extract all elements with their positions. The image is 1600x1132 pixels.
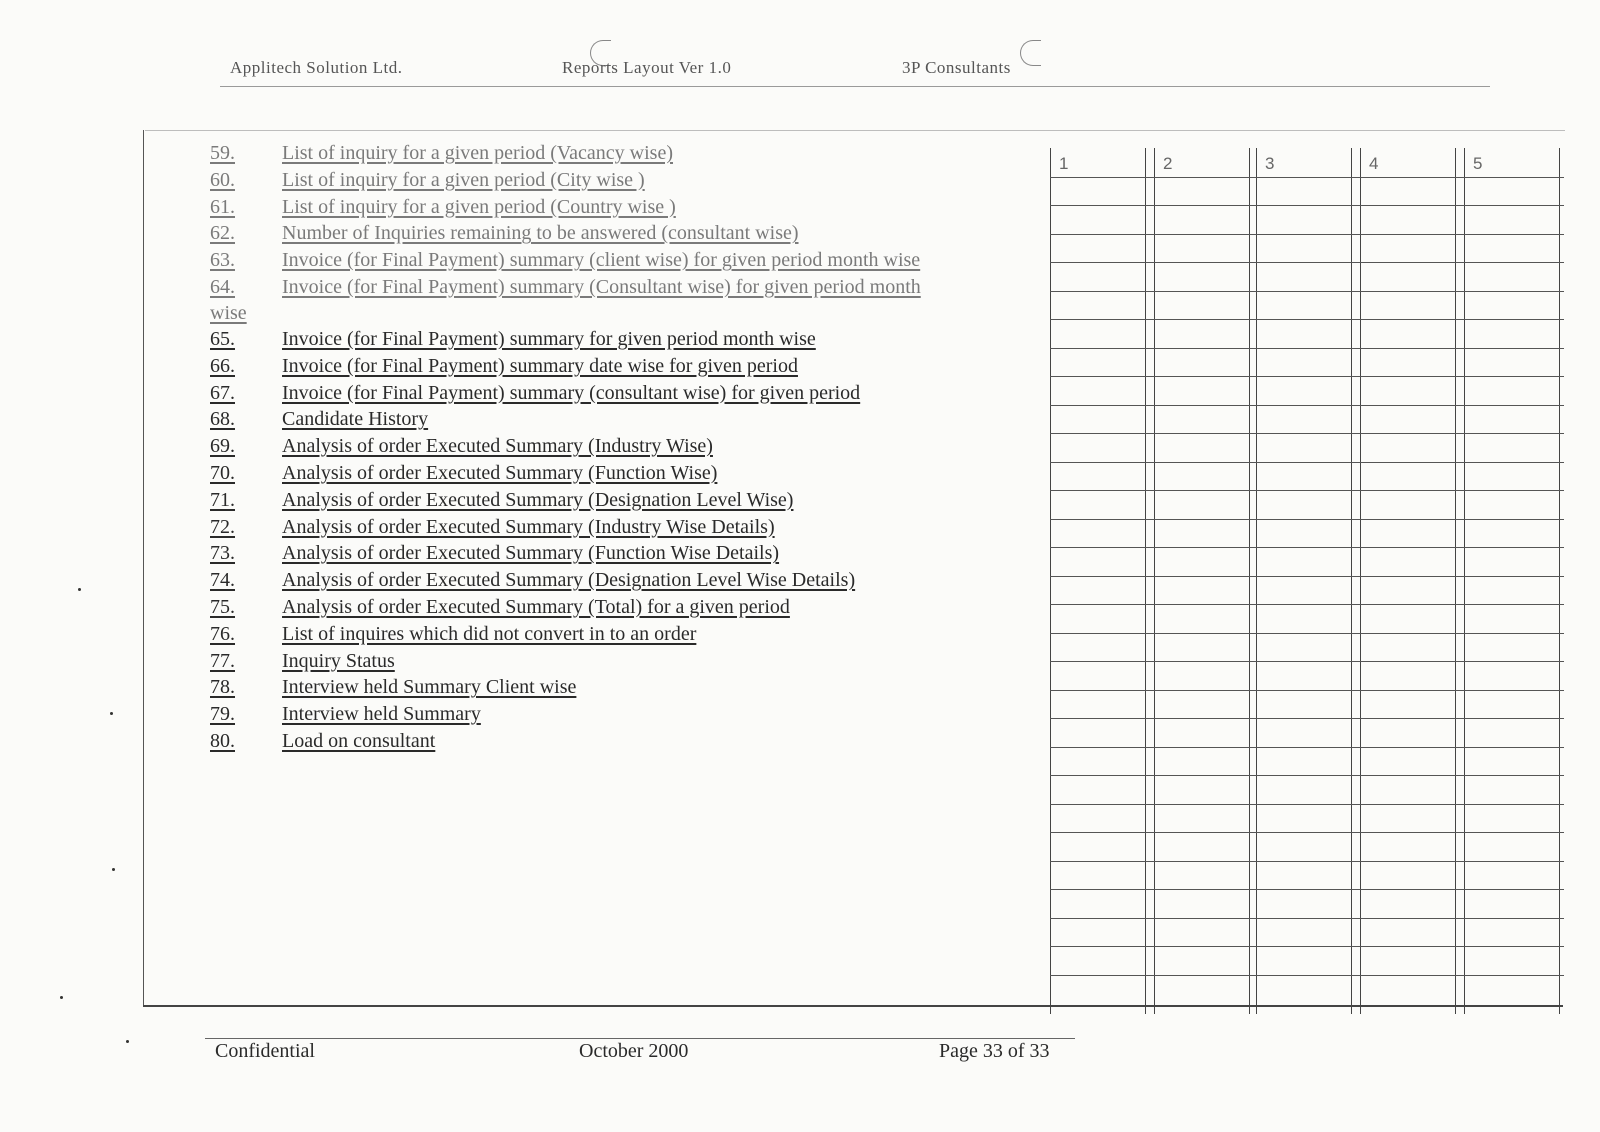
list-item bbox=[210, 701, 1050, 728]
item-title: List of inquiry for a given period (City wise ) bbox=[282, 168, 645, 191]
item-number: 75. bbox=[210, 595, 235, 618]
grid-row-line bbox=[1050, 661, 1564, 662]
page-header bbox=[230, 58, 1490, 88]
item-number: 71. bbox=[210, 488, 235, 511]
list-item bbox=[210, 648, 1050, 675]
item-title: Interview held Summary Client wise bbox=[282, 676, 577, 699]
column-header: 5 bbox=[1473, 154, 1483, 173]
grid-column-1 bbox=[1050, 148, 1146, 1014]
grid-row-line bbox=[1050, 291, 1564, 292]
grid-row-line bbox=[1050, 804, 1564, 805]
grid-row-line bbox=[1050, 975, 1564, 976]
grid-row-line bbox=[1050, 205, 1564, 206]
grid-column-2 bbox=[1154, 148, 1250, 1014]
item-title: Invoice (for Final Payment) summary for given period month wise bbox=[282, 327, 816, 350]
grid-row-line bbox=[1050, 319, 1564, 320]
list-item bbox=[210, 274, 1050, 326]
column-header: 4 bbox=[1369, 154, 1379, 173]
item-title-continuation: wise bbox=[210, 301, 247, 324]
item-title: Analysis of order Executed Summary (Total) for a given period bbox=[282, 595, 790, 618]
grid-row-line bbox=[1050, 918, 1564, 919]
item-number: 63. bbox=[210, 249, 235, 272]
item-number: 60. bbox=[210, 168, 235, 191]
item-title: Invoice (for Final Payment) summary (client wise) for given period month wise bbox=[282, 249, 921, 272]
item-title: List of inquires which did not convert in to an order bbox=[282, 622, 697, 645]
list-item bbox=[210, 567, 1050, 594]
grid-row-line bbox=[1050, 234, 1564, 235]
scan-speck bbox=[60, 996, 63, 999]
item-title: Analysis of order Executed Summary (Industry Wise) bbox=[282, 435, 713, 458]
item-number: 72. bbox=[210, 515, 235, 538]
item-title: Analysis of order Executed Summary (Function Wise) bbox=[282, 461, 718, 484]
item-title: Inquiry Status bbox=[282, 649, 395, 672]
item-title: Interview held Summary bbox=[282, 703, 481, 726]
item-title: Invoice (for Final Payment) summary date wise for given period bbox=[282, 354, 798, 377]
header-company: Applitech Solution Ltd. bbox=[230, 58, 403, 77]
checklist-grid bbox=[1050, 148, 1564, 1014]
grid-row-line bbox=[1050, 376, 1564, 377]
item-number: 67. bbox=[210, 381, 235, 404]
list-item bbox=[210, 433, 1050, 460]
list-item bbox=[210, 728, 1050, 755]
item-number: 69. bbox=[210, 435, 235, 458]
list-item bbox=[210, 380, 1050, 407]
grid-row-line bbox=[1050, 490, 1564, 491]
item-number: 59. bbox=[210, 142, 235, 164]
item-number: 79. bbox=[210, 703, 235, 726]
item-number: 62. bbox=[210, 222, 235, 245]
grid-row-line bbox=[1050, 262, 1564, 263]
item-title: Invoice (for Final Payment) summary (Consultant wise) for given period month bbox=[282, 275, 921, 298]
item-title: Analysis of order Executed Summary (Designation Level Wise) bbox=[282, 488, 794, 511]
grid-row-line bbox=[1050, 433, 1564, 434]
header-rule bbox=[220, 86, 1490, 87]
list-item bbox=[210, 406, 1050, 433]
item-number: 65. bbox=[210, 327, 235, 350]
list-item bbox=[210, 247, 1050, 274]
footer-rule bbox=[205, 1038, 1075, 1039]
footer-page-number: Page 33 of 33 bbox=[939, 1040, 1050, 1062]
list-item bbox=[210, 167, 1050, 194]
list-item bbox=[210, 220, 1050, 247]
grid-row-line bbox=[1050, 633, 1564, 634]
list-item bbox=[210, 460, 1050, 487]
column-header: 3 bbox=[1265, 154, 1275, 173]
grid-row-line bbox=[1050, 348, 1564, 349]
scan-speck bbox=[110, 712, 113, 715]
frame-top-border bbox=[145, 130, 1565, 131]
footer-date: October 2000 bbox=[579, 1040, 689, 1062]
grid-row-line bbox=[1050, 747, 1564, 748]
item-number: 61. bbox=[210, 195, 235, 218]
list-item bbox=[210, 514, 1050, 541]
grid-row-line bbox=[1050, 405, 1564, 406]
item-number: 73. bbox=[210, 542, 235, 565]
item-number: 64. bbox=[210, 275, 235, 298]
list-item bbox=[210, 353, 1050, 380]
item-title: Analysis of order Executed Summary (Designation Level Wise Details) bbox=[282, 569, 856, 592]
header-document: Reports Layout Ver 1.0 bbox=[562, 58, 732, 77]
item-number: 74. bbox=[210, 569, 235, 592]
scan-speck bbox=[126, 1040, 129, 1043]
list-item bbox=[210, 194, 1050, 221]
grid-row-line bbox=[1050, 576, 1564, 577]
grid-column-4 bbox=[1360, 148, 1456, 1014]
item-title: Load on consultant bbox=[282, 729, 436, 752]
list-item bbox=[210, 621, 1050, 648]
grid-row-line bbox=[1050, 604, 1564, 605]
scan-speck bbox=[112, 868, 115, 871]
item-title: List of inquiry for a given period (Vacancy wise) bbox=[282, 142, 673, 164]
grid-row-line bbox=[1050, 718, 1564, 719]
grid-row-line bbox=[1050, 775, 1564, 776]
item-title: Analysis of order Executed Summary (Industry Wise Details) bbox=[282, 515, 775, 538]
item-number: 80. bbox=[210, 729, 235, 752]
frame-left-border bbox=[143, 130, 144, 1006]
list-item bbox=[210, 326, 1050, 353]
grid-row-line bbox=[1050, 861, 1564, 862]
grid-row-line bbox=[1050, 519, 1564, 520]
grid-row-line bbox=[1050, 462, 1564, 463]
column-header: 2 bbox=[1163, 154, 1173, 173]
grid-row-line bbox=[1050, 547, 1564, 548]
list-item bbox=[210, 594, 1050, 621]
grid-column-3 bbox=[1256, 148, 1352, 1014]
scan-speck bbox=[78, 588, 81, 591]
list-item bbox=[210, 674, 1050, 701]
list-item bbox=[210, 140, 1050, 167]
item-title: Analysis of order Executed Summary (Function Wise Details) bbox=[282, 542, 780, 565]
item-number: 76. bbox=[210, 622, 235, 645]
item-number: 70. bbox=[210, 461, 235, 484]
item-number: 68. bbox=[210, 408, 235, 431]
item-title: List of inquiry for a given period (Country wise ) bbox=[282, 195, 676, 218]
header-client: 3P Consultants bbox=[902, 58, 1011, 77]
list-item bbox=[210, 540, 1050, 567]
grid-row-line bbox=[1050, 889, 1564, 890]
list-item bbox=[210, 487, 1050, 514]
grid-row-line bbox=[1050, 946, 1564, 947]
report-list bbox=[210, 140, 1050, 755]
item-title: Candidate History bbox=[282, 408, 429, 431]
item-title: Number of Inquiries remaining to be answered (consultant wise) bbox=[282, 222, 799, 245]
column-header: 1 bbox=[1059, 154, 1069, 173]
footer-confidential: Confidential bbox=[215, 1040, 315, 1062]
grid-row-line bbox=[1050, 690, 1564, 691]
item-number: 77. bbox=[210, 649, 235, 672]
grid-column-5 bbox=[1464, 148, 1560, 1014]
item-number: 66. bbox=[210, 354, 235, 377]
grid-row-line bbox=[1050, 177, 1564, 178]
item-number: 78. bbox=[210, 676, 235, 699]
grid-row-line bbox=[1050, 832, 1564, 833]
item-title: Invoice (for Final Payment) summary (consultant wise) for given period bbox=[282, 381, 861, 404]
page-footer bbox=[215, 1040, 1075, 1070]
